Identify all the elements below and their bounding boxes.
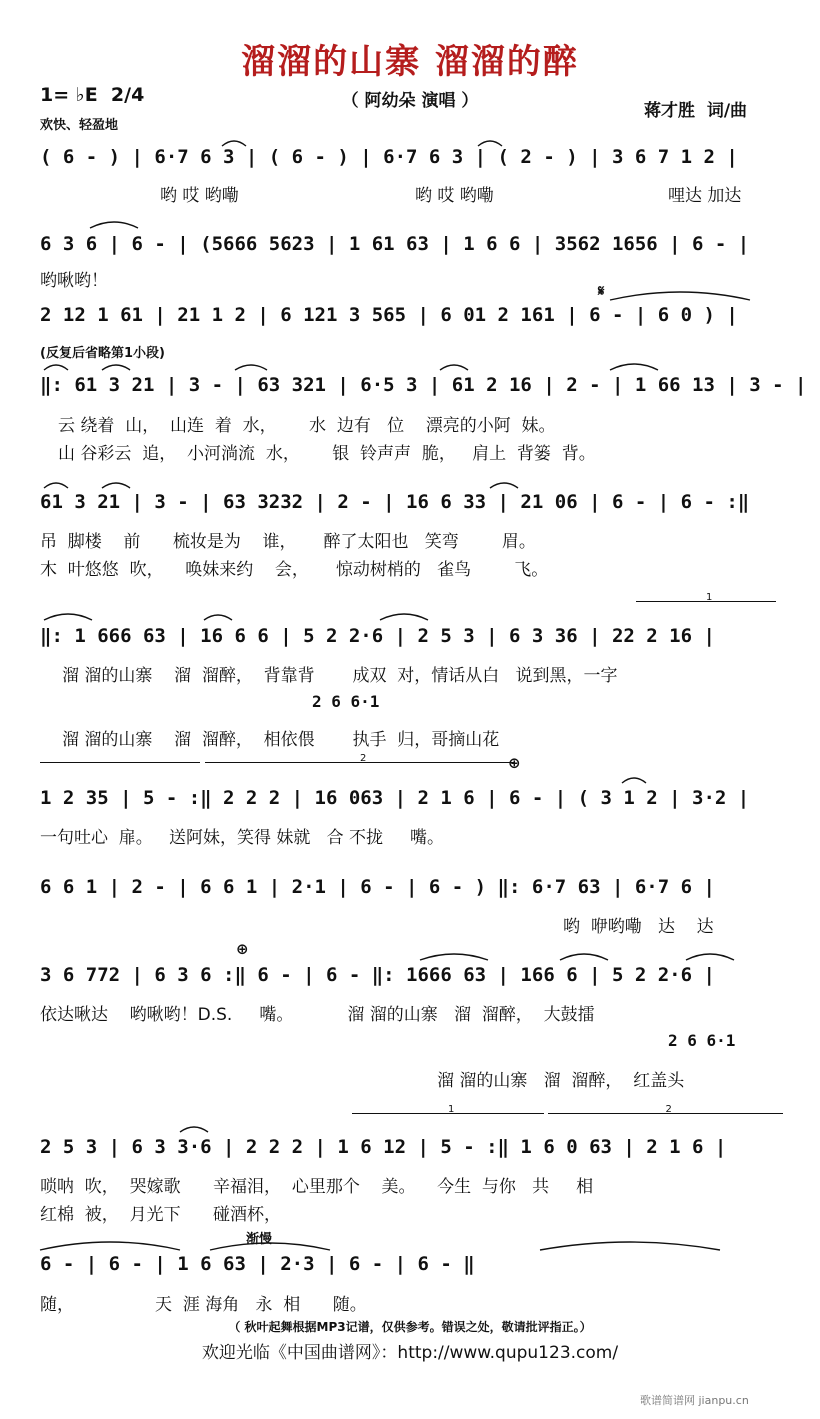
alt-notation-row-6: 2 6 6·1 xyxy=(312,692,380,711)
notation-row-10: 2 5 3 | 6 3 3·6 | 2 2 2 | 1 6 12 | 5 - :‖ 1 6 0 63 | 2 1 6 | xyxy=(40,1136,727,1158)
tempo-marking: 欢快、轻盈地 xyxy=(40,118,119,133)
lyrics-row-2: 哟啾哟！ xyxy=(40,271,108,291)
tempo-change-mark: 渐慢 xyxy=(246,1232,273,1247)
coda-icon-2: ⊕ xyxy=(236,940,249,958)
notation-row-7: 1 2 35 | 5 - :‖ 2 2 2 | 16 063 | 2 1 6 | 6 - | ( 3 1 2 | 3·2 | xyxy=(40,787,750,809)
lyrics-row-6a: 溜 溜的山寨 溜 溜醉， 背靠背 成双 对，情话从白 说到黑，一字 xyxy=(62,666,618,686)
notation-row-6: ‖: 1 666 63 | 16 6 6 | 5 2 2·6 | 2 5 3 | 6 3 36 | 22 2 16 | xyxy=(40,625,715,647)
notation-row-2: 6 3 6 | 6 - | (5666 5623 | 1 61 63 | 1 6 6 | 3562 1656 | 6 - | xyxy=(40,233,750,255)
song-title: 溜溜的山寨 溜溜的醉 xyxy=(241,42,579,82)
notation-row-3: 2 12 1 61 | 21 1 2 | 6 121 3 565 | 6 01 2 161 | 6 - | 6 0 ) | xyxy=(40,304,738,326)
performer-line: （ 阿幼朵 演唱 ） xyxy=(341,91,479,111)
lyrics-row-11: 随， 天 涯 海角 永 相 随。 xyxy=(40,1295,367,1315)
notation-row-11: 6 - | 6 - | 1 6 63 | 2·3 | 6 - | 6 - ‖ xyxy=(40,1253,475,1275)
notation-row-5: 61 3 21 | 3 - | 63 3232 | 2 - | 16 6 33 | 21 06 | 6 - | 6 - :‖ xyxy=(40,491,750,513)
lyrics-row-5b: 木 叶悠悠 吹， 唤妹来约 会， 惊动树梢的 雀鸟 飞。 xyxy=(40,560,549,580)
lyrics-row-1a: 哟 哎 哟嘞 xyxy=(160,186,239,206)
notation-row-4: ‖: 61 3 21 | 3 - | 63 321 | 6·5 3 | 61 2 16 | 2 - | 1 66 13 | 3 - | xyxy=(40,374,807,396)
lyrics-row-9a: 依达啾达 哟啾哟！D.S. 嘴。 溜 溜的山寨 溜 溜醉， 大鼓擂 xyxy=(40,1005,595,1025)
volta-bracket-1: 1 xyxy=(636,601,776,610)
volta-bracket-4: 2 xyxy=(548,1113,783,1122)
notation-row-8: 6 6 1 | 2 - | 6 6 1 | 2·1 | 6 - | 6 - ) ‖: 6·7 63 | 6·7 6 | xyxy=(40,876,715,898)
alt-notation-row-9: 2 6 6·1 xyxy=(668,1031,736,1050)
segno-icon: 𝄋 xyxy=(598,282,605,300)
lyrics-row-1b: 哟 哎 哟嘞 xyxy=(415,186,494,206)
coda-icon: ⊕ xyxy=(508,754,521,772)
lyrics-row-4a: 云 绕着 山， 山连 着 水， 水 边有 位 漂亮的小阿 妹。 xyxy=(58,416,556,436)
lyrics-row-6b: 溜 溜的山寨 溜 溜醉， 相依偎 执手 归，哥摘山花 xyxy=(62,730,500,750)
lyrics-row-4b: 山 谷彩云 追， 小河淌流 水， 银 铃声声 脆， 肩上 背篓 背。 xyxy=(58,444,596,464)
watermark: 歌谱简谱网 jianpu.cn xyxy=(640,1394,749,1407)
repeat-note: (反复后省略第1小段) xyxy=(40,346,165,361)
volta-bracket-3: 1 xyxy=(352,1113,544,1122)
author-credit: 蒋才胜 词/曲 xyxy=(644,101,748,121)
volta-bracket-2: 2 xyxy=(205,762,515,771)
lyrics-row-8: 哟 咿哟嘞 达 达 xyxy=(563,917,714,937)
site-credit: 欢迎光临《中国曲谱网》：http://www.qupu123.com/ xyxy=(201,1343,619,1363)
lyrics-row-5a: 吊 脚楼 前 梳妆是为 谁， 醉了太阳也 笑弯 眉。 xyxy=(40,532,536,552)
notation-row-1: ( 6 - ) | 6·7 6 3 | ( 6 - ) | 6·7 6 3 | ( 2 - ) | 3 6 7 1 2 | xyxy=(40,146,738,168)
key-signature: 1= ♭E 2/4 xyxy=(40,84,145,106)
transcriber-note: （ 秋叶起舞根据MP3记谱，仅供参考。错误之处，敬请批评指正。） xyxy=(228,1320,592,1334)
lyrics-row-9b: 溜 溜的山寨 溜 溜醉， 红盖头 xyxy=(437,1071,685,1091)
lyrics-row-7: 一句吐心 扉。 送阿妹，笑得 妹就 合 不拢 嘴。 xyxy=(40,828,445,848)
lyrics-row-1c: 哩达 加达 xyxy=(668,186,742,206)
lyrics-row-10a: 唢呐 吹， 哭嫁歌 辛福泪， 心里那个 美。 今生 与你 共 相 xyxy=(40,1177,594,1197)
notation-row-9: 3 6 772 | 6 3 6 :‖ 6 - | 6 - ‖: 1666 63 | 166 6 | 5 2 2·6 | xyxy=(40,964,715,986)
lyrics-row-10b: 红棉 被， 月光下 碰酒杯， xyxy=(40,1205,282,1225)
